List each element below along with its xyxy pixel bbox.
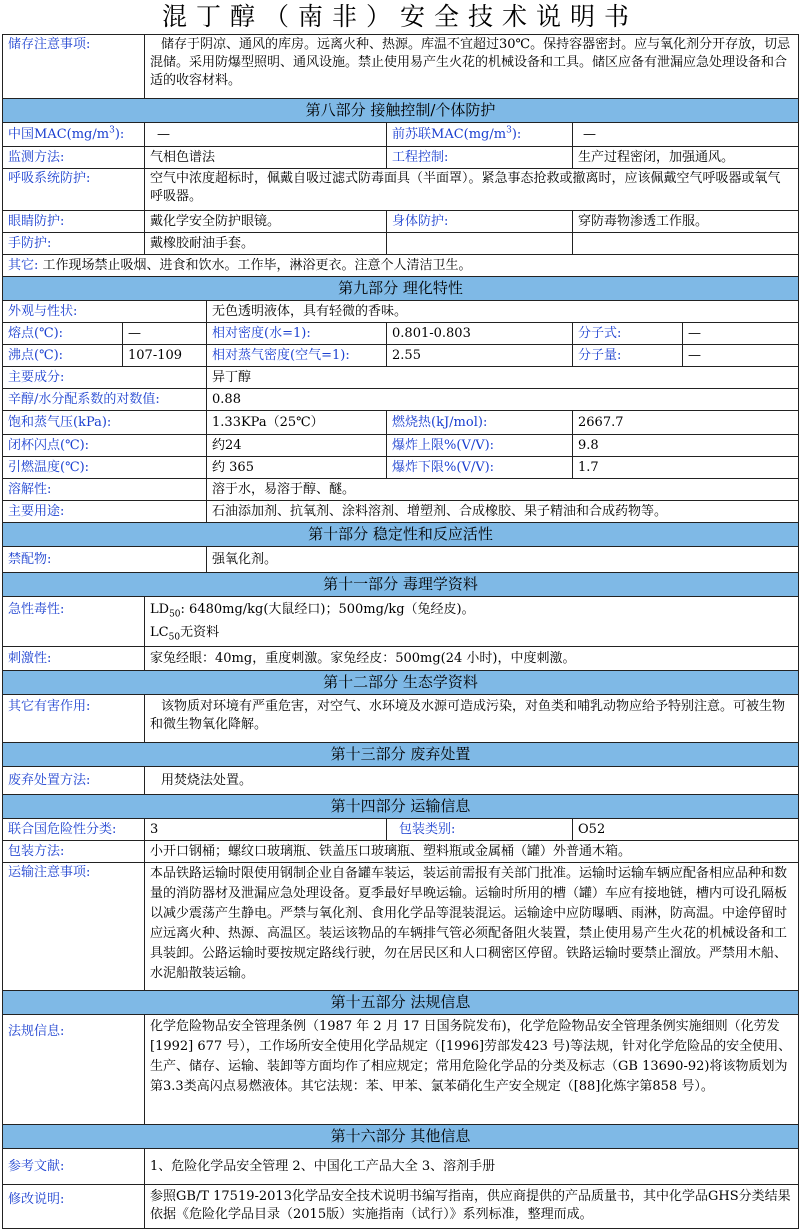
flash-point-value: 约24 — [207, 435, 387, 457]
revision-label: 修改说明: — [3, 1185, 145, 1229]
transport-notes-value: 本品铁路运输时限使用钢制企业自备罐车装运，装运前需报有关部门批准。运输时运输车辆应配备相应品种和数量的消防器材及泄漏应急处理设备。夏季最好早晚运输。运输时所用的槽（罐）车应有接地链，槽内可设孔隔板以减少震荡产生静电。严禁与氧化剂、食用化学品等混装混运。运输途中应防曝晒、雨淋，防高温。中途停留时应远离火种、热源、高温区。装运该物品的车辆排气管必须配备阻火装置，禁止使用易产生火花的机械设备和工具装卸。公路运输时要按规定路线行驶，勿在居民区和人口稠密区停留。铁路运输时要禁止溜放。严禁用木船、水泥船散装运输。 — [145, 863, 799, 991]
disposal-label: 废弃处置方法: — [3, 767, 145, 795]
ld-subscript: 50 — [169, 609, 181, 620]
un-class-value: 3 — [145, 819, 387, 841]
acute-toxicity-label: 急性毒性: — [3, 597, 145, 647]
hand-protection-label: 手防护: — [3, 233, 145, 255]
solubility-value: 溶于水，易溶于醇、醚。 — [207, 479, 799, 501]
regulation-label: 法规信息: — [3, 1015, 145, 1125]
respiratory-label: 呼吸系统防护: — [3, 169, 145, 211]
body-protection-label: 身体防护: — [387, 211, 573, 233]
incompatible-label: 禁配物: — [3, 547, 207, 573]
lower-explosive-limit-label: 爆炸下限%(V/V): — [387, 457, 573, 479]
storage-value: 储存于阴凉、通风的库房。远离火种、热源。库温不宜超过30℃。保持容器密封。应与氧化剂分开存放，切忌混储。采用防爆型照明、通风设施。禁止使用易产生火花的机械设备和工具。储区应备有泄漏应急处理设备和合适的收容材料。 — [145, 35, 799, 99]
upper-explosive-limit-value: 9.8 — [573, 435, 799, 457]
main-use-value: 石油添加剂、抗氧剂、涂料溶剂、增塑剂、合成橡胶、果子精油和合成药物等。 — [207, 501, 799, 523]
section-11-header: 第十一部分 毒理学资料 — [3, 573, 799, 597]
references-value: 1、危险化学品安全管理 2、中国化工产品大全 3、溶剂手册 — [145, 1149, 799, 1185]
vapor-pressure-label: 饱和蒸气压(kPa): — [3, 411, 207, 435]
flash-point-label: 闭杯闪点(℃): — [3, 435, 207, 457]
acute-toxicity-value — [145, 597, 799, 647]
section-9-header: 第九部分 理化特性 — [3, 277, 799, 301]
other-protection-value: 工作现场禁止吸烟、进食和饮水。工作毕，淋浴更衣。注意个人清洁卫生。 — [42, 257, 472, 273]
monitor-value: 气相色谱法 — [145, 147, 387, 169]
engineering-control-label: 工程控制: — [387, 147, 573, 169]
formula-label: 分子式: — [573, 323, 683, 345]
disposal-value: 用焚烧法处置。 — [145, 767, 799, 795]
section-12-header: 第十二部分 生态学资料 — [3, 671, 799, 695]
main-component-value: 异丁醇 — [207, 367, 799, 389]
ld-prefix: LD — [150, 602, 170, 617]
respiratory-value: 空气中浓度超标时，佩戴自吸过滤式防毒面具（半面罩）。紧急事态抢救或撤离时，应该佩戴空气呼吸器或氧气呼吸器。 — [145, 169, 799, 211]
packing-group-value: O52 — [573, 819, 799, 841]
lc50-line — [150, 624, 793, 642]
vapor-density-value: 2.55 — [387, 345, 573, 367]
section-10-header: 第十部分 稳定性和反应活性 — [3, 523, 799, 547]
ignition-temp-value: 约 365 — [207, 457, 387, 479]
density-label: 相对密度(水=1): — [207, 323, 387, 345]
mac-cn-value: — — [145, 123, 387, 147]
molecular-weight-label: 分子量: — [573, 345, 683, 367]
other-protection-row — [3, 255, 799, 277]
formula-value: — — [683, 323, 799, 345]
storage-label: 储存注意事项: — [3, 35, 145, 99]
mac-su-label: 前苏联$MAC(mg/m^3)$: — [387, 123, 573, 147]
logp-value: 0.88 — [207, 389, 799, 411]
irritant-label: 刺激性: — [3, 647, 145, 671]
main-use-label: 主要用途: — [3, 501, 207, 523]
boiling-point-label: 沸点(℃): — [3, 345, 123, 367]
transport-notes-label: 运输注意事项: — [3, 863, 145, 991]
logp-label: 辛醇/水分配系数的对数值: — [3, 389, 207, 411]
section-14-header: 第十四部分 运输信息 — [3, 795, 799, 819]
ld50-line — [150, 601, 793, 619]
page-title: 混丁醇（南非）安全技术说明书 — [161, 2, 638, 31]
engineering-control-value: 生产过程密闭，加强通风。 — [573, 147, 799, 169]
monitor-label: 监测方法: — [3, 147, 145, 169]
packing-method-value: 小开口钢桶；螺纹口玻璃瓶、铁盖压口玻璃瓶、塑料瓶或金属桶（罐）外普通木箱。 — [145, 841, 799, 863]
section-15-header: 第十五部分 法规信息 — [3, 991, 799, 1015]
ignition-temp-label: 引燃温度(℃): — [3, 457, 207, 479]
empty-cell — [573, 233, 799, 255]
irritant-value: 家兔经眼：40mg，重度刺激。家兔经皮：500mg(24 小时)，中度刺激。 — [145, 647, 799, 671]
melting-point-value: — — [123, 323, 207, 345]
solubility-label: 溶解性: — [3, 479, 207, 501]
eye-protection-label: 眼睛防护: — [3, 211, 145, 233]
ld50-value: : 6480mg/kg(大鼠经口)；500mg/kg（兔经皮)。 — [180, 602, 475, 617]
sds-table — [2, 34, 799, 1229]
other-hazard-value: 该物质对环境有严重危害，对空气、水环境及水源可造成污染，对鱼类和哺乳动物应给予特别注意。可被生物和微生物氧化降解。 — [145, 695, 799, 743]
appearance-label: 外观与性状: — [3, 301, 207, 323]
boiling-point-value: 107-109 — [123, 345, 207, 367]
incompatible-value: 强氧化剂。 — [207, 547, 799, 573]
melting-point-label: 熔点(℃): — [3, 323, 123, 345]
upper-explosive-limit-label: 爆炸上限%(V/V): — [387, 435, 573, 457]
regulation-value: 化学危险物品安全管理条例（1987 年 2 月 17 日国务院发布)，化学危险物品安全管理条例实施细则（化劳发[1992] 677 号），工作场所安全使用化学品规定（[1996]劳部发423 号)等法规，针对化学危险品的安全使用、生产、储存、运输、装卸等方面均作了相应规定；常用危险化学品的分类及标志（GB 13690-92)将该物质划为第3.3类高闪点易燃液体。其它法规：苯、甲苯、氯苯硝化生产安全规定（[88]化炼字第858 号）。 — [145, 1015, 799, 1125]
density-value: 0.801-0.803 — [387, 323, 573, 345]
vapor-density-label: 相对蒸气密度(空气=1): — [207, 345, 387, 367]
packing-method-label: 包装方法: — [3, 841, 145, 863]
mac-cn-label: 中国$MAC(mg/m^3)$: — [3, 123, 145, 147]
empty-cell — [387, 233, 573, 255]
main-component-label: 主要成分: — [3, 367, 207, 389]
combustion-heat-value: 2667.7 — [573, 411, 799, 435]
references-label: 参考文献: — [3, 1149, 145, 1185]
section-8-header: 第八部分 接触控制/个体防护 — [3, 99, 799, 123]
lower-explosive-limit-value: 1.7 — [573, 457, 799, 479]
appearance-value: 无色透明液体，具有轻微的香味。 — [207, 301, 799, 323]
combustion-heat-label: 燃烧热(kJ/mol): — [387, 411, 573, 435]
other-hazard-label: 其它有害作用: — [3, 695, 145, 743]
eye-protection-value: 戴化学安全防护眼镜。 — [145, 211, 387, 233]
hand-protection-value: 戴橡胶耐油手套。 — [145, 233, 387, 255]
lc-prefix: LC — [150, 625, 169, 640]
body-protection-value: 穿防毒物渗透工作服。 — [573, 211, 799, 233]
lc-subscript: 50 — [168, 632, 181, 643]
mac-su-value: — — [573, 123, 799, 147]
vapor-pressure-value: 1.33KPa（25℃） — [207, 411, 387, 435]
un-class-label: 联合国危险性分类: — [3, 819, 145, 841]
molecular-weight-value: — — [683, 345, 799, 367]
other-protection-label: 其它: — [8, 257, 39, 273]
section-13-header: 第十三部分 废弃处置 — [3, 743, 799, 767]
revision-value: 参照GB/T 17519-2013化学品安全技术说明书编写指南，供应商提供的产品质量书，其中化学品GHS分类结果依据《危险化学品目录（2015版）实施指南（试行）》系列标准，整理而成。 — [145, 1185, 799, 1229]
section-16-header: 第十六部分 其他信息 — [3, 1125, 799, 1149]
packing-group-label: 包装类别: — [387, 819, 573, 841]
lc50-value: 无资料 — [180, 625, 220, 640]
